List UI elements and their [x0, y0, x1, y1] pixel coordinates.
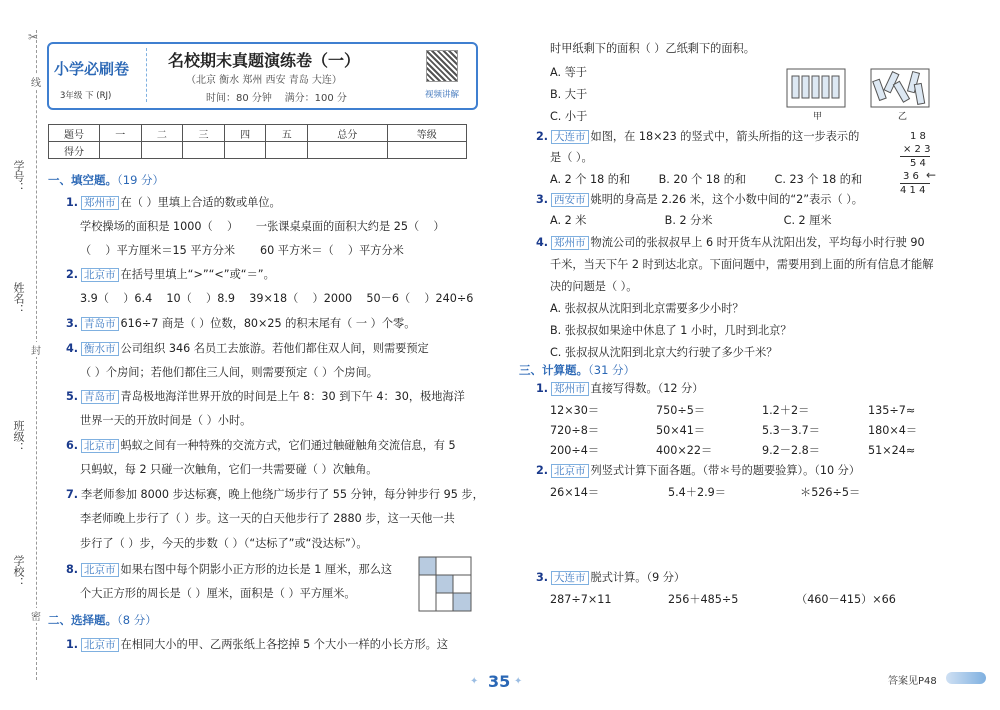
- shaded-square: [453, 593, 471, 611]
- section3-points: （31 分）: [588, 363, 636, 377]
- score-cell[interactable]: [183, 142, 225, 159]
- s1-q3: [66, 317, 415, 331]
- calc-item: 180×4＝: [868, 424, 918, 437]
- answer-arrow-icon: [946, 672, 986, 684]
- city-tag: 北京市: [551, 464, 589, 478]
- q-text: 在相同大小的甲、乙两张纸上各挖掉 5 个大小一样的小长方形。这: [120, 638, 449, 651]
- s1-q7: [66, 488, 484, 502]
- calc-item: 287÷7×11: [550, 593, 612, 606]
- calc-item: 9.2－2.8＝: [762, 444, 820, 457]
- q-text: 在（ ）里填上合适的数或单位。: [120, 196, 281, 209]
- answer-ref[interactable]: 答案见P48: [888, 676, 937, 687]
- score-row-label: 得分: [49, 142, 100, 159]
- s2-q4-opt-b: B. 张叔叔如果途中休息了 1 小时，几时到北京？: [550, 324, 792, 337]
- s1-q1: [66, 196, 281, 210]
- calc-item: 12×30＝: [550, 404, 600, 417]
- calc-item: 26×14＝: [550, 486, 600, 499]
- vert-calc-line3: 5 4: [910, 158, 926, 169]
- score-table: [48, 124, 467, 159]
- paper-jia-figure: [786, 68, 846, 108]
- section2-points: （8 分）: [117, 613, 157, 627]
- margin-banji: 班级：: [12, 420, 25, 453]
- section1-title-text: 一、填空题。: [48, 173, 117, 187]
- score-cell[interactable]: [224, 142, 266, 159]
- q-text: 青岛极地海洋世界开放的时间是上午 8：30 到下午 4：30，极地海洋: [120, 390, 465, 403]
- q-number: 3.: [66, 317, 79, 330]
- shaded-square: [436, 575, 453, 593]
- vert-calc-line5: 4 1 4: [900, 185, 926, 196]
- calc-item: 51×24≈: [868, 444, 916, 457]
- q-number: 3.: [536, 193, 549, 206]
- s1-q5: [66, 390, 465, 404]
- calc-item: 5.3－3.7＝: [762, 424, 820, 437]
- s2-q1: [66, 638, 448, 652]
- margin-feng: 封: [31, 342, 41, 357]
- vert-calc-line2: × 2 3: [903, 144, 931, 155]
- q-text: 姚明的身高是 2.26 米，这个小数中间的“2”表示（ ）。: [590, 193, 863, 206]
- calc-item: 135÷7≈: [868, 404, 916, 417]
- s2-q4-line3: 决的问题是（ ）。: [550, 280, 638, 293]
- score-header-tihao: 题号: [49, 125, 100, 142]
- s1-q4-line2: （ ）个房间；若他们都住三人间，则需要预定（ ）个房间。: [80, 366, 378, 379]
- city-tag: 青岛市: [81, 390, 119, 404]
- calc-item: 400×22＝: [656, 444, 713, 457]
- square-figure: [418, 556, 472, 612]
- q-text: 如图，在 18×23 的竖式中，箭头所指的这一步表示的: [590, 130, 860, 143]
- section1-title: [48, 172, 164, 188]
- s1-q8-line2: 个大正方形的周长是（ ）厘米，面积是（ ）平方厘米。: [80, 587, 356, 600]
- score-cell[interactable]: [100, 142, 142, 159]
- s1-q2: [66, 268, 275, 282]
- city-tag: 北京市: [81, 439, 119, 453]
- calc-item: 1.2＋2＝: [762, 404, 810, 417]
- q-number: 3.: [536, 571, 549, 584]
- q-number: 1.: [536, 382, 549, 395]
- q-number: 2.: [536, 464, 549, 477]
- q-text: 616÷7 商是（ ）位数，80×25 的积末尾有（ 一 ）个零。: [120, 317, 416, 330]
- margin-xingming: 姓名：: [12, 282, 25, 315]
- label-jia: 甲: [813, 112, 823, 122]
- calc-item: 720÷8＝: [550, 424, 600, 437]
- page-number: 35: [488, 672, 511, 691]
- city-tag: 郑州市: [551, 382, 589, 396]
- q-number: 2.: [66, 268, 79, 281]
- city-tag: 衡水市: [81, 342, 119, 356]
- header-divider: [146, 48, 147, 102]
- s2-q1-opt-b: B. 大于: [550, 88, 588, 101]
- q-text: 如果右图中每个阴影小正方形的边长是 1 厘米，那么这: [120, 563, 393, 576]
- q-number: 4.: [536, 236, 549, 249]
- margin-xuehao: 学号：: [12, 160, 25, 193]
- q-text: 李老师参加 8000 步达标赛，晚上他绕广场步行了 55 分钟，每分钟步行 95 步，: [81, 488, 484, 501]
- label-yi: 乙: [898, 112, 908, 122]
- paper-yi-figure: [870, 68, 930, 108]
- arrow-icon: ←: [926, 168, 937, 182]
- q-number: 2.: [536, 130, 549, 143]
- s2-q4-opt-a: A. 张叔叔从沈阳到北京需要多少小时？: [550, 302, 744, 315]
- s2-q1-line2: 时甲纸剩下的面积（ ）乙纸剩下的面积。: [550, 42, 755, 55]
- s3-q3: [536, 571, 685, 585]
- q-text: 物流公司的张叔叔早上 6 时开货车从沈阳出发，平均每小时行驶 90: [590, 236, 925, 249]
- s1-q5-line2: 世界一天的开放时间是（ ）小时。: [80, 414, 252, 427]
- page-title: 名校期末真题演练卷（一）: [168, 51, 361, 70]
- video-label[interactable]: 视频讲解: [425, 90, 460, 100]
- s2-q4-line2: 千米，当天下午 2 时到达北京。下面问题中，需要用到上面的所有信息才能解: [550, 258, 934, 271]
- cities: （北京 衡水 郑州 西安 青岛 大连）: [186, 75, 342, 86]
- q-number: 1.: [66, 196, 79, 209]
- calc-item: （460－415）×66: [796, 593, 896, 606]
- shaded-square: [419, 557, 436, 575]
- q-text: 脱式计算。（9 分）: [590, 571, 686, 584]
- s1-q1-line2: 学校操场的面积是 1000（ ） 一张课桌桌面的面积大约是 25（ ）: [80, 220, 445, 233]
- q-text: 直接写得数。（12 分）: [590, 382, 704, 395]
- section1-points: （19 分）: [117, 173, 165, 187]
- s2-q2-line2: 是（ ）。: [550, 151, 593, 164]
- s1-q8: [66, 563, 392, 577]
- q-number: 4.: [66, 342, 79, 355]
- score-cell[interactable]: [308, 142, 387, 159]
- city-tag: 北京市: [81, 563, 119, 577]
- q-text: 列竖式计算下面各题。（带＊号的题要验算）。（10 分）: [590, 464, 861, 477]
- s2-q1-opt-a: A. 等于: [550, 66, 587, 79]
- score-header-2: 二: [141, 125, 183, 142]
- page-decoration: ✦: [514, 676, 523, 687]
- score-header-total: 总分: [308, 125, 387, 142]
- s1-q7-line3: 步行了（ ）步，今天的步数（ ）（“达标了”或“没达标”）。: [80, 537, 368, 550]
- s2-q3: [536, 193, 863, 207]
- city-tag: 青岛市: [81, 317, 119, 331]
- score-header-grade: 等级: [387, 125, 467, 142]
- calc-item: ＊526÷5＝: [800, 486, 861, 499]
- margin-mi: 密: [31, 608, 41, 623]
- q-number: 1.: [66, 638, 79, 651]
- page-decoration: ✦: [470, 676, 479, 687]
- score-header-1: 一: [100, 125, 142, 142]
- q-text: 蚂蚁之间有一种特殊的交流方式，它们通过触碰触角交流信息，有 5: [120, 439, 456, 452]
- s3-q1: [536, 382, 703, 396]
- section2-title-text: 二、选择题。: [48, 613, 117, 627]
- city-tag: 郑州市: [81, 196, 119, 210]
- city-tag: 大连市: [551, 130, 589, 144]
- s2-q4-opt-c: C. 张叔叔从沈阳到北京大约行驶了多少千米？: [550, 346, 778, 359]
- brand: 小学必刷卷: [54, 60, 130, 78]
- exam-time: 时间：80 分钟 满分：100 分: [206, 93, 347, 104]
- city-tag: 郑州市: [551, 236, 589, 250]
- q-text: 在括号里填上“>”“<”或“＝”。: [120, 268, 275, 281]
- city-tag: 西安市: [551, 193, 589, 207]
- s1-q4: [66, 342, 429, 356]
- calc-item: 750÷5＝: [656, 404, 706, 417]
- margin-xuexiao: 学校：: [12, 555, 25, 588]
- s2-q2-options: A. 2 个 18 的和 B. 20 个 18 的和 C. 23 个 18 的和: [550, 173, 863, 186]
- section2-title: [48, 612, 157, 628]
- section3-title: [519, 362, 635, 378]
- q-number: 8.: [66, 563, 79, 576]
- s2-q2: [536, 130, 859, 144]
- scissor-icon: ✂: [28, 30, 39, 44]
- s1-q6: [66, 439, 456, 453]
- score-cell[interactable]: [387, 142, 467, 159]
- s2-q3-options: A. 2 米 B. 2 分米 C. 2 厘米: [550, 214, 832, 227]
- city-tag: 北京市: [81, 638, 119, 652]
- q-number: 6.: [66, 439, 79, 452]
- q-text: 公司组织 346 名员工去旅游。若他们都住双人间，则需要预定: [120, 342, 429, 355]
- s2-q1-opt-c: C. 小于: [550, 110, 588, 123]
- score-header-3: 三: [183, 125, 225, 142]
- q-number: 7.: [66, 488, 79, 501]
- grade: 3年级 下 (RJ): [60, 91, 112, 101]
- qr-code-icon[interactable]: [426, 50, 458, 82]
- calc-item: 5.4＋2.9＝: [668, 486, 726, 499]
- s1-q6-line2: 只蚂蚁，每 2 只碰一次触角，它们一共需要碰（ ）次触角。: [80, 463, 378, 476]
- calc-item: 50×41＝: [656, 424, 706, 437]
- section3-title-text: 三、计算题。: [519, 363, 588, 377]
- margin-xian: 线: [31, 74, 41, 89]
- vert-calc-line4: 3 6: [903, 171, 919, 182]
- score-cell[interactable]: [141, 142, 183, 159]
- city-tag: 大连市: [551, 571, 589, 585]
- s1-q7-line2: 李老师晚上步行了（ ）步。这一天的白天他步行了 2880 步，这一天他一共: [80, 512, 455, 525]
- s1-q2-line2: 3.9（ ）6.4 10（ ）8.9 39×18（ ）2000 50－6（ ）240÷6: [80, 292, 474, 305]
- s2-q4: [536, 236, 925, 250]
- city-tag: 北京市: [81, 268, 119, 282]
- s3-q2: [536, 464, 860, 478]
- score-header-4: 四: [224, 125, 266, 142]
- calc-item: 200÷4＝: [550, 444, 600, 457]
- score-cell[interactable]: [266, 142, 308, 159]
- q-number: 5.: [66, 390, 79, 403]
- calc-item: 256＋485÷5: [668, 593, 739, 606]
- score-header-5: 五: [266, 125, 308, 142]
- vert-calc-line1: 1 8: [910, 131, 926, 142]
- s1-q1-line3: （ ）平方厘米＝15 平方分米 60 平方米＝（ ）平方分米: [80, 244, 404, 257]
